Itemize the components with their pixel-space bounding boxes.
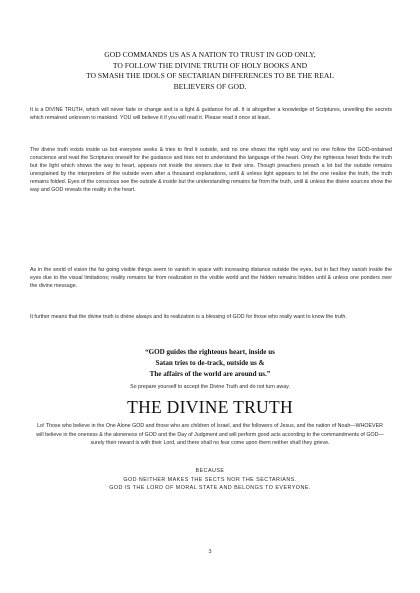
heading-line-2: TO FOLLOW THE DIVINE TRUTH OF HOLY BOOKS AND <box>112 60 308 70</box>
because-line-1: BECAUSE <box>195 468 225 474</box>
heading-line-1: GOD COMMANDS US AS A NATION TO TRUST IN GOD ONLY, <box>104 50 316 59</box>
heading-line-3: TO SMASH THE IDOLS OF SECTARIAN DIFFERENCES TO BE THE REAL <box>85 71 335 81</box>
quote-line-2: Satan tries to de-track, outside us & <box>155 358 265 367</box>
section-paragraph: Lo! Those who believe in the One Alone GOD and those who are children of Israel, and the followers of Jesus, and the nation of Noah—WHOEVER will believe in the oneness & the aloneness of GOD and the Day of Judgment and will perform good acts according to the commandments of GOD—surely their reward is with their Lord, and there shall no fear come upon them neither shall they grieve. <box>36 423 384 447</box>
page-heading <box>40 50 380 92</box>
page-number: 3 <box>208 549 212 555</box>
paragraph-blessing: It further means that the divine truth is divine always and its realization is a blessing of GOD for those who really want to know the truth. <box>30 314 347 320</box>
paragraph-world-of-vision: As in the world of vision the far going visible things seem to vanish in space with increasing distance outside the eyes, but in fact they vanish inside the eyes due to the visual limitations; reality remains far from realization in the visible world and the hidden remains hidden until & unless one ponders over the divine message. <box>30 267 392 290</box>
heading-line-4: BELIEVERS OF GOD. <box>173 81 247 91</box>
paragraph-truth-inside: The divine truth exists inside us but everyone seeks & tries to find it outside, and no one shows the right way and no one follow the GOD-ordained conscience and read the Scriptures oneself for the guidance and tries not to understand the language of the heart. Only the righteous heart finds the truth but the light which shows the way to heart, appears not inside the sinners due to their sins. Though preachers preach a lot but the outside remains unexplained by the interpreters of the outside even after a thousand explanations, until & unless light appears to let the one realize the truth, the truth remains folded. Eyes of the conscious see the outside & inside but the understanding remains far from the truth, until & unless the divine sources show the way and GOD reveals the reality in the heart. <box>30 147 392 194</box>
section-title: THE DIVINE TRUTH <box>127 397 293 417</box>
because-line-2: GOD NEITHER MAKES THE SECTS NOR THE SECTARIANS. <box>123 476 297 483</box>
paragraph-divine-truth-intro: It is a DIVINE TRUTH, which will never fade or change and is a light & guidance for all. It is altogether a knowledge of Scriptures, unveiling the secrets which remained unknown to mankind. YOU will believe it if you will read it. Please read it once at least. <box>30 107 392 122</box>
quote-line-1: “GOD guides the righteous heart, inside us <box>145 348 275 356</box>
prepare-line: So prepare yourself to accept the Divine Truth and do not turn away. <box>130 384 290 390</box>
because-line-3: GOD IS THE LORD OF MORAL STATE AND BELONGS TO EVERYONE. <box>109 485 311 492</box>
because-block <box>40 467 380 493</box>
quote-block <box>40 347 380 380</box>
quote-line-3: The affairs of the world are around us.” <box>149 369 271 378</box>
